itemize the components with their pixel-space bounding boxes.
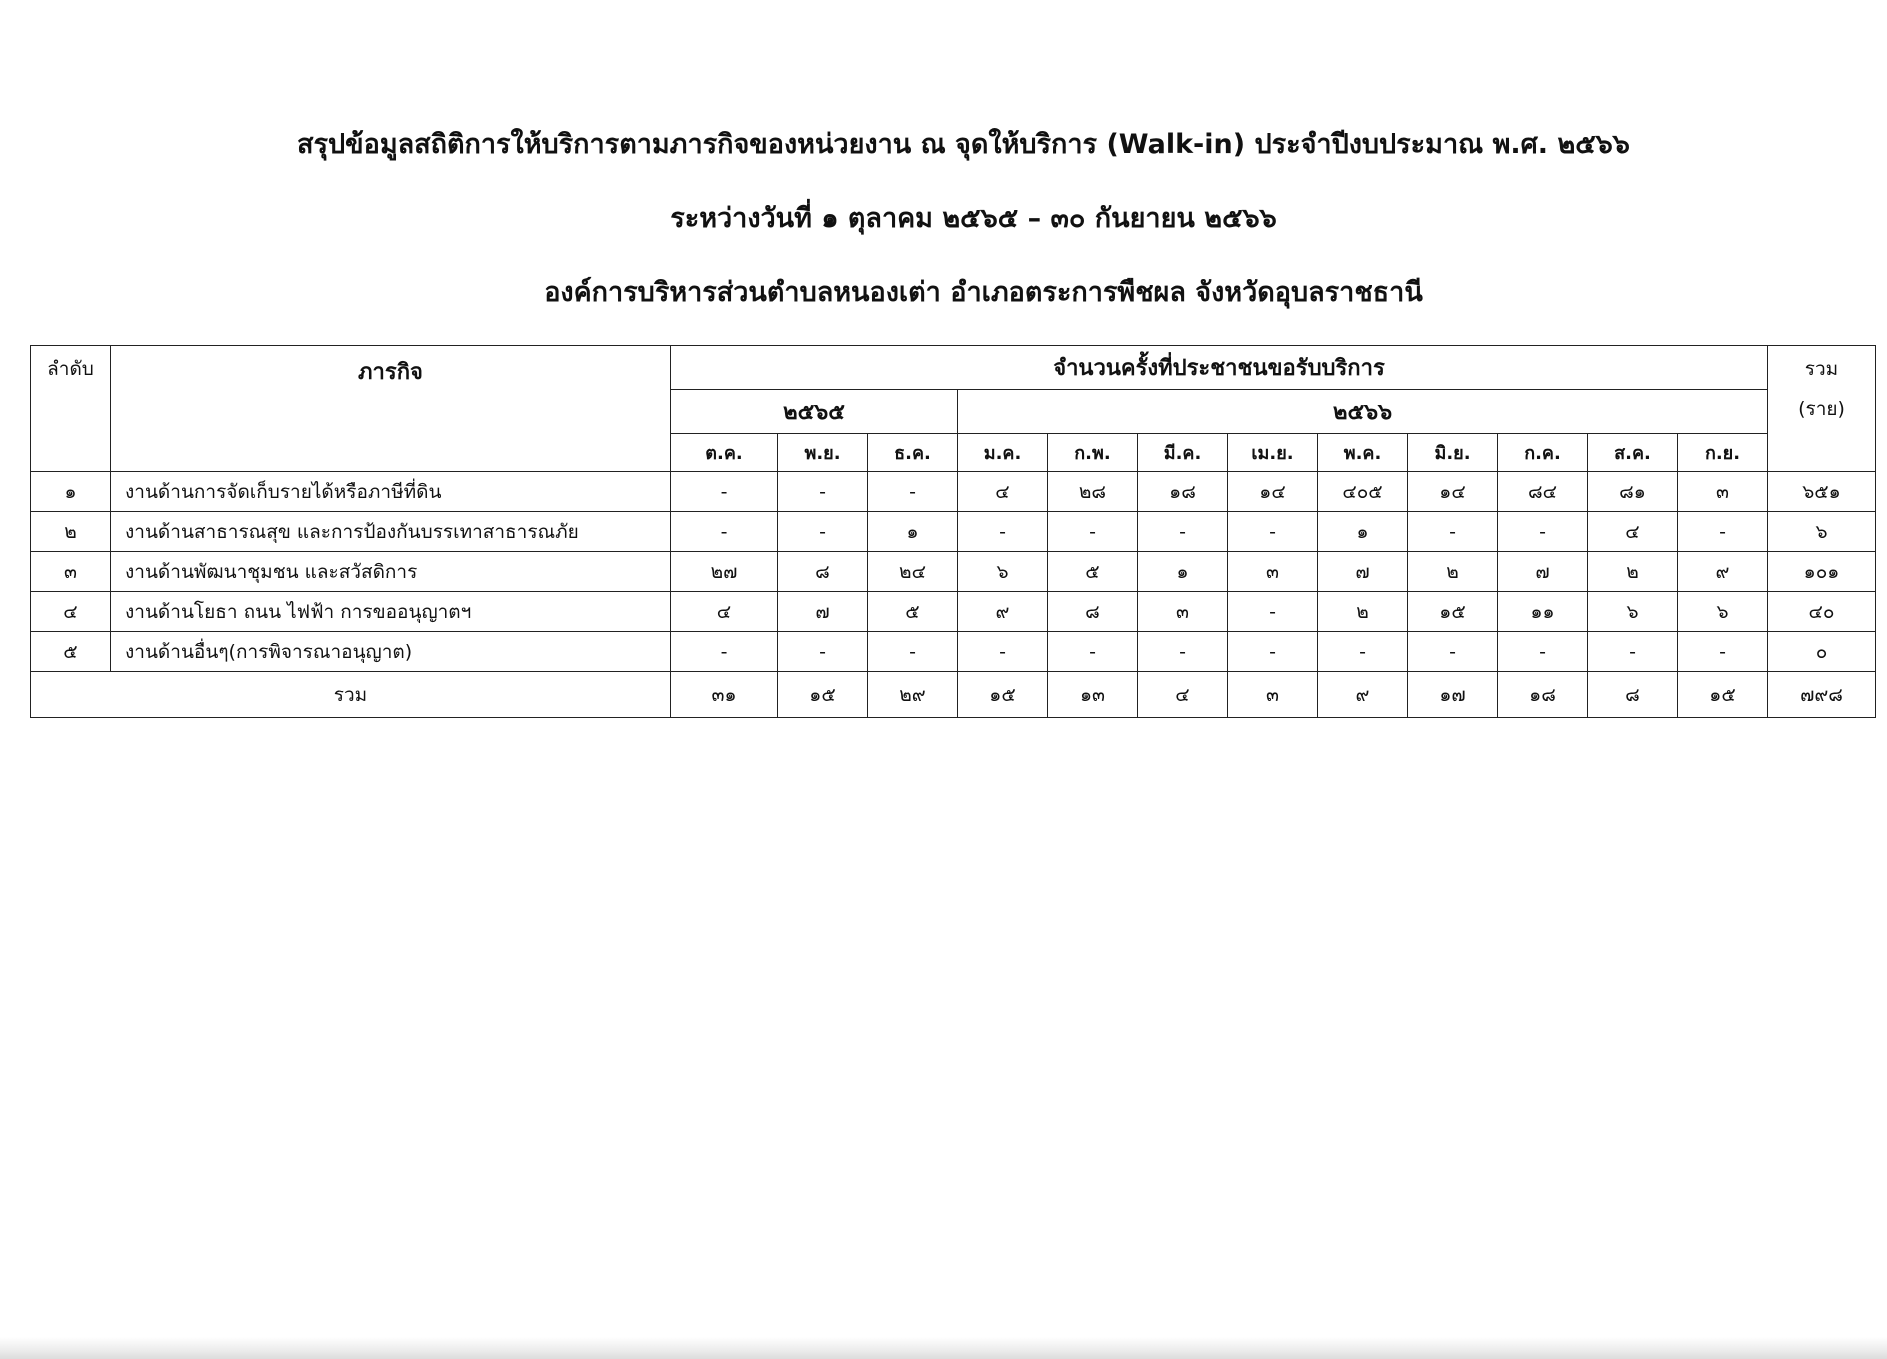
month-value-cell: ๔ xyxy=(671,592,778,632)
row-total-cell: ๔๐ xyxy=(1768,592,1876,632)
month-value-cell: ๑๔ xyxy=(1408,472,1498,512)
month-value-cell: ๒ xyxy=(1588,552,1678,592)
month-value-cell: ๒๔ xyxy=(868,552,958,592)
month-value-cell: ๑๑ xyxy=(1498,592,1588,632)
month-value-cell: ๑๕ xyxy=(1408,592,1498,632)
document-titles xyxy=(0,120,1887,342)
document-title: สรุปข้อมูลสถิติการให้บริการตามภารกิจของหน่วยงาน ณ จุดให้บริการ (Walk-in) ประจำปีงบประมาณ พ.ศ. ๒๕๖๖ xyxy=(297,129,1630,160)
row-total-cell: ๖๕๑ xyxy=(1768,472,1876,512)
table-row xyxy=(31,512,1876,552)
month-value-cell: - xyxy=(778,512,868,552)
table-row xyxy=(31,592,1876,632)
year-2566-header: ๒๕๖๖ xyxy=(958,390,1768,434)
month-value-cell: - xyxy=(1138,512,1228,552)
total-month-cell: ๒๙ xyxy=(868,672,958,718)
month-value-cell: - xyxy=(778,632,868,672)
statistics-table xyxy=(30,345,1876,718)
month-header: ก.ย. xyxy=(1678,434,1768,472)
total-month-cell: ๑๕ xyxy=(958,672,1048,718)
year-2565-header: ๒๕๖๕ xyxy=(671,390,958,434)
total-month-cell: ๑๕ xyxy=(778,672,868,718)
month-value-cell: - xyxy=(868,472,958,512)
month-value-cell: ๗ xyxy=(1318,552,1408,592)
month-value-cell: ๘ xyxy=(1048,592,1138,632)
month-value-cell: ๓ xyxy=(1138,592,1228,632)
total-header xyxy=(1768,346,1876,472)
month-value-cell: ๕ xyxy=(868,592,958,632)
month-header: ธ.ค. xyxy=(868,434,958,472)
header-row-1 xyxy=(31,346,1876,390)
month-header: พ.ค. xyxy=(1318,434,1408,472)
month-value-cell: ๘๑ xyxy=(1588,472,1678,512)
month-value-cell: ๒ xyxy=(1408,552,1498,592)
table-row xyxy=(31,632,1876,672)
total-month-cell: ๑๓ xyxy=(1048,672,1138,718)
month-value-cell: ๙ xyxy=(958,592,1048,632)
month-value-cell: ๗ xyxy=(1498,552,1588,592)
total-header-unit: (ราย) xyxy=(1798,398,1845,420)
month-value-cell: - xyxy=(1498,512,1588,552)
month-value-cell: ๖ xyxy=(958,552,1048,592)
month-value-cell: - xyxy=(1678,512,1768,552)
month-value-cell: - xyxy=(1228,592,1318,632)
total-month-cell: ๙ xyxy=(1318,672,1408,718)
row-order-cell: ๓ xyxy=(31,552,111,592)
month-header: มิ.ย. xyxy=(1408,434,1498,472)
month-value-cell: - xyxy=(1498,632,1588,672)
row-mission-cell: งานด้านพัฒนาชุมชน และสวัสดิการ xyxy=(111,552,671,592)
row-mission-cell: งานด้านสาธารณสุข และการป้องกันบรรเทาสาธารณภัย xyxy=(111,512,671,552)
total-month-cell: ๓๑ xyxy=(671,672,778,718)
month-value-cell: - xyxy=(1138,632,1228,672)
month-value-cell: ๓ xyxy=(1228,552,1318,592)
month-value-cell: ๑๔ xyxy=(1228,472,1318,512)
month-value-cell: - xyxy=(1048,632,1138,672)
month-value-cell: - xyxy=(958,632,1048,672)
row-order-cell: ๒ xyxy=(31,512,111,552)
month-value-cell: - xyxy=(1228,512,1318,552)
row-mission-cell: งานด้านโยธา ถนน ไฟฟ้า การขออนุญาตฯ xyxy=(111,592,671,632)
row-total-cell: ๐ xyxy=(1768,632,1876,672)
month-value-cell: ๖ xyxy=(1588,592,1678,632)
month-value-cell: ๘ xyxy=(778,552,868,592)
month-value-cell: ๕ xyxy=(1048,552,1138,592)
month-header: ส.ค. xyxy=(1588,434,1678,472)
month-value-cell: - xyxy=(1048,512,1138,552)
mission-header: ภารกิจ xyxy=(111,346,671,472)
total-month-cell: ๘ xyxy=(1588,672,1678,718)
total-row xyxy=(31,672,1876,718)
row-mission-cell: งานด้านการจัดเก็บรายได้หรือภาษีที่ดิน xyxy=(111,472,671,512)
month-value-cell: ๔๐๕ xyxy=(1318,472,1408,512)
total-month-cell: ๔ xyxy=(1138,672,1228,718)
row-mission-cell: งานด้านอื่นๆ(การพิจารณาอนุญาต) xyxy=(111,632,671,672)
scan-edge-shadow xyxy=(0,1337,1887,1359)
month-header: ก.ค. xyxy=(1498,434,1588,472)
total-month-cell: ๑๕ xyxy=(1678,672,1768,718)
month-value-cell: ๑๘ xyxy=(1138,472,1228,512)
month-value-cell: - xyxy=(1588,632,1678,672)
month-value-cell: ๑ xyxy=(1138,552,1228,592)
month-value-cell: ๑ xyxy=(1318,512,1408,552)
month-header: ต.ค. xyxy=(671,434,778,472)
month-value-cell: - xyxy=(671,632,778,672)
month-header: ม.ค. xyxy=(958,434,1048,472)
total-month-cell: ๑๘ xyxy=(1498,672,1588,718)
month-header: พ.ย. xyxy=(778,434,868,472)
table-row xyxy=(31,472,1876,512)
date-range-subtitle: ระหว่างวันที่ ๑ ตุลาคม ๒๕๖๕ – ๓๐ กันยายน ๒๕๖๖ xyxy=(670,203,1277,234)
order-header: ลำดับ xyxy=(31,346,111,472)
month-value-cell: ๒๘ xyxy=(1048,472,1138,512)
month-value-cell: ๗ xyxy=(778,592,868,632)
month-value-cell: ๔ xyxy=(958,472,1048,512)
month-value-cell: ๘๔ xyxy=(1498,472,1588,512)
month-header: เม.ย. xyxy=(1228,434,1318,472)
month-value-cell: ๒ xyxy=(1318,592,1408,632)
month-value-cell: ๙ xyxy=(1678,552,1768,592)
organization-subtitle: องค์การบริหารส่วนตำบลหนองเต่า อำเภอตระการพืชผล จังหวัดอุบลราชธานี xyxy=(544,277,1423,308)
row-order-cell: ๔ xyxy=(31,592,111,632)
month-value-cell: - xyxy=(1408,632,1498,672)
month-value-cell: - xyxy=(1318,632,1408,672)
row-total-cell: ๑๐๑ xyxy=(1768,552,1876,592)
total-header-label: รวม xyxy=(1804,358,1839,380)
total-month-cell: ๓ xyxy=(1228,672,1318,718)
month-header: ก.พ. xyxy=(1048,434,1138,472)
service-count-header: จำนวนครั้งที่ประชาชนขอรับบริการ xyxy=(671,346,1768,390)
table-row xyxy=(31,552,1876,592)
grand-total-cell: ๗๙๘ xyxy=(1768,672,1876,718)
month-header: มี.ค. xyxy=(1138,434,1228,472)
row-total-cell: ๖ xyxy=(1768,512,1876,552)
month-value-cell: - xyxy=(671,472,778,512)
month-value-cell: - xyxy=(868,632,958,672)
month-value-cell: - xyxy=(1408,512,1498,552)
month-value-cell: ๒๗ xyxy=(671,552,778,592)
month-value-cell: - xyxy=(1228,632,1318,672)
month-value-cell: ๑ xyxy=(868,512,958,552)
row-order-cell: ๕ xyxy=(31,632,111,672)
month-value-cell: - xyxy=(778,472,868,512)
month-value-cell: - xyxy=(1678,632,1768,672)
month-value-cell: ๖ xyxy=(1678,592,1768,632)
month-value-cell: - xyxy=(958,512,1048,552)
total-month-cell: ๑๗ xyxy=(1408,672,1498,718)
month-value-cell: - xyxy=(671,512,778,552)
month-value-cell: ๔ xyxy=(1588,512,1678,552)
total-row-label: รวม xyxy=(31,672,671,718)
month-value-cell: ๓ xyxy=(1678,472,1768,512)
row-order-cell: ๑ xyxy=(31,472,111,512)
